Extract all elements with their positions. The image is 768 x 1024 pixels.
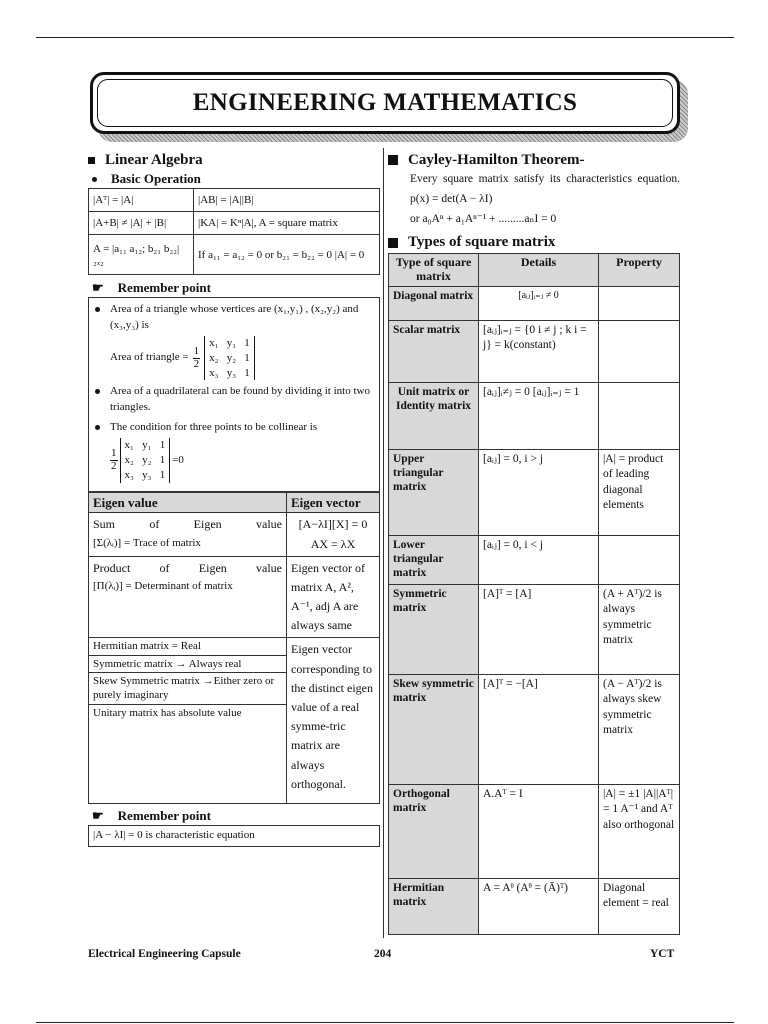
list-item: The condition for three points to be collinear is $\frac{1}{2}$ x₁ y₁ 1 x₂ y₂ 1 x₃ y₃ 1 =0 [95,420,373,482]
table-row [389,382,680,449]
table-header-row [89,492,380,513]
title-box [90,72,680,134]
footer-right: YCT [650,948,675,960]
left-column [88,150,380,847]
table-cell: Scalar matrix [389,320,479,382]
determinant-matrix [120,438,171,483]
table-row [89,638,380,803]
eigen-table [88,492,380,804]
fraction-half: $\frac{1}{2}$ [111,447,117,472]
table-row [389,878,680,934]
remember-point-heading: ☛ Remember point [92,807,211,823]
column-header: Property [599,253,680,286]
table-cell [599,535,680,584]
remember-point-box [88,297,380,492]
section-heading-types: Types of square matrix [388,233,680,253]
det-row: x₂ y₂ 1 [209,351,250,364]
list-item: Area of a triangle whose vertices are (x₁,y₁) , (x₂,y₂) and (x₃,y₃) is Area of triangle = $\frac{1}{2}$ x₁ y₁ 1 x₂ y₂ 1 x₃ y₃ 1 [95,302,373,380]
column-header: Eigen vector [287,492,380,513]
subsection-heading: Basic Operation [88,170,380,188]
determinant-matrix [204,336,255,381]
list-item: Area of a quadrilateral can be found by dividing it into two triangles. [95,384,373,416]
title-banner [90,72,680,134]
page-number: 204 [374,948,392,960]
dot-bullet-icon [92,177,97,182]
table-cell: [aᵢⱼ]ᵢ≠ⱼ = 0 [aᵢⱼ]ᵢ₌ⱼ = 1 [479,382,599,449]
table-row [389,784,680,878]
table-cell: Unit matrix or Identity matrix [389,382,479,449]
table-cell: A = |a₁₁ a₁₂; b₂₁ b₂₂|₂ₓ₂ [89,235,194,275]
cayley-hamilton-equation: or a₀Aⁿ + a₁Aⁿ⁻¹ + .........aₙI = 0 [410,213,557,226]
column-header: Type of square matrix [389,253,479,286]
table-cell: [A−λI][X] = 0 AX = λX [287,513,380,556]
table-row [89,212,380,235]
table-cell: Eigen vector corresponding to the distinct eigen value of a real symme-tric matrix are always orthogonal. [287,638,380,803]
table-row [89,189,380,212]
table-cell [599,320,680,382]
table-header-row [389,253,680,286]
table-cell: Sum of Eigen value [Σ(λᵢ)] = Trace of matrix [89,513,287,556]
collinear-formula: $\frac{1}{2}$ x₁ y₁ 1 x₂ y₂ 1 x₃ y₃ 1 =0 [111,439,184,481]
det-row: x₂ y₂ 1 [124,454,166,467]
table-cell: Product of Eigen value [Π(λᵢ)] = Determinant of matrix [89,556,287,638]
table-cell: Symmetric matrix [389,584,479,674]
det-row: x₁ y₁ 1 [209,336,250,349]
table-cell: [A]ᵀ = −[A] [479,674,599,784]
table-cell: Hermitian matrix [389,878,479,934]
table-row [89,235,380,275]
table-cell: Eigen vector of matrix A, A², A⁻¹, adj A are always same [287,556,380,638]
table-cell [89,638,287,803]
table-cell: Lower triangular matrix [389,535,479,584]
table-cell: [aᵢⱼ]ᵢ₌ⱼ ≠ 0 [479,286,599,320]
list-item: Hermitian matrix = Real [89,638,286,655]
table-cell: |AB| = |A||B| [194,189,380,212]
table-cell: |A| = product of leading diagonal elements [599,449,680,535]
table-row [389,535,680,584]
square-bullet-icon [388,238,398,248]
table-cell: Upper triangular matrix [389,449,479,535]
basic-operation-table [88,188,380,275]
section-heading-cayley-hamilton: Cayley-Hamilton Theorem- [388,150,680,170]
footer-left: Electrical Engineering Capsule [88,948,241,960]
column-header: Details [479,253,599,286]
table-cell: (A − Aᵀ)/2 is always skew symmetric matrix [599,674,680,784]
table-row [389,584,680,674]
table-cell: Diagonal element = real [599,878,680,934]
fraction-half: $\frac{1}{2}$ [193,345,200,370]
cayley-hamilton-text: Every square matrix satisfy its characteristics equation. p(x) = det(A − λI) [410,173,680,205]
pointing-hand-icon: ☛ [92,280,104,295]
det-row: x₃ y₃ 1 [209,366,250,379]
list-item: Unitary matrix has absolute value [93,706,242,719]
section-heading-linear-algebra: Linear Algebra [88,150,380,170]
page-title: ENGINEERING MATHEMATICS [192,89,578,116]
pointing-hand-icon: ☛ [92,807,104,823]
types-of-square-matrix-table [388,253,680,935]
square-bullet-icon [388,155,398,165]
list-item: Symmetric matrix → Always real [89,656,286,673]
square-bullet-icon [88,157,95,164]
table-cell: Diagonal matrix [389,286,479,320]
table-cell: If a₁₁ = a₁₂ = 0 or b₂₁ = b₂₂ = 0 |A| = 0 [194,235,380,275]
table-cell [599,286,680,320]
column-header: Eigen value [89,492,287,513]
det-row: x₃ y₃ 1 [124,468,166,481]
table-cell: A.Aᵀ = I [479,784,599,878]
det-row: x₁ y₁ 1 [124,439,166,452]
table-cell: [aᵢⱼ] = 0, i < j [479,535,599,584]
dot-bullet-icon [95,425,100,430]
remember-point-heading: ☛ Remember point [92,280,211,295]
table-cell [599,382,680,449]
bottom-rule [36,1022,734,1023]
table-cell: |A+B| ≠ |A| + |B| [89,212,194,235]
table-row [389,286,680,320]
table-row [389,674,680,784]
table-row [89,513,380,556]
table-cell: |Aᵀ| = |A| [89,189,194,212]
table-cell: [aᵢⱼ] = 0, i > j [479,449,599,535]
table-cell: [aᵢⱼ]ᵢ₌ⱼ = {0 i ≠ j ; k i = j} = k(constant) [479,320,599,382]
dot-bullet-icon [95,389,100,394]
column-divider [383,148,384,938]
table-cell: A = Aᶿ (Aᶿ = (Ā)ᵀ) [479,878,599,934]
table-row [389,320,680,382]
dot-bullet-icon [95,307,100,312]
table-cell: |KA| = Kⁿ|A|, A = square matrix [194,212,380,235]
top-rule [36,37,734,38]
table-cell: (A + Aᵀ)/2 is always symmetric matrix [599,584,680,674]
table-cell: Skew symmetric matrix [389,674,479,784]
table-cell: [A]ᵀ = [A] [479,584,599,674]
table-cell: Orthogonal matrix [389,784,479,878]
characteristic-equation-box: |A − λI| = 0 is characteristic equation [88,825,380,847]
table-row [389,449,680,535]
list-item: Skew Symmetric matrix →Either zero or purely imaginary [89,673,286,705]
triangle-area-formula: Area of triangle = $\frac{1}{2}$ x₁ y₁ 1 x₂ y₂ 1 x₃ y₃ 1 [110,336,373,381]
right-column [388,150,680,935]
table-cell: |A| = ±1 |A||Aᵀ| = 1 A⁻¹ and Aᵀ also orthogonal [599,784,680,878]
table-row [89,556,380,638]
